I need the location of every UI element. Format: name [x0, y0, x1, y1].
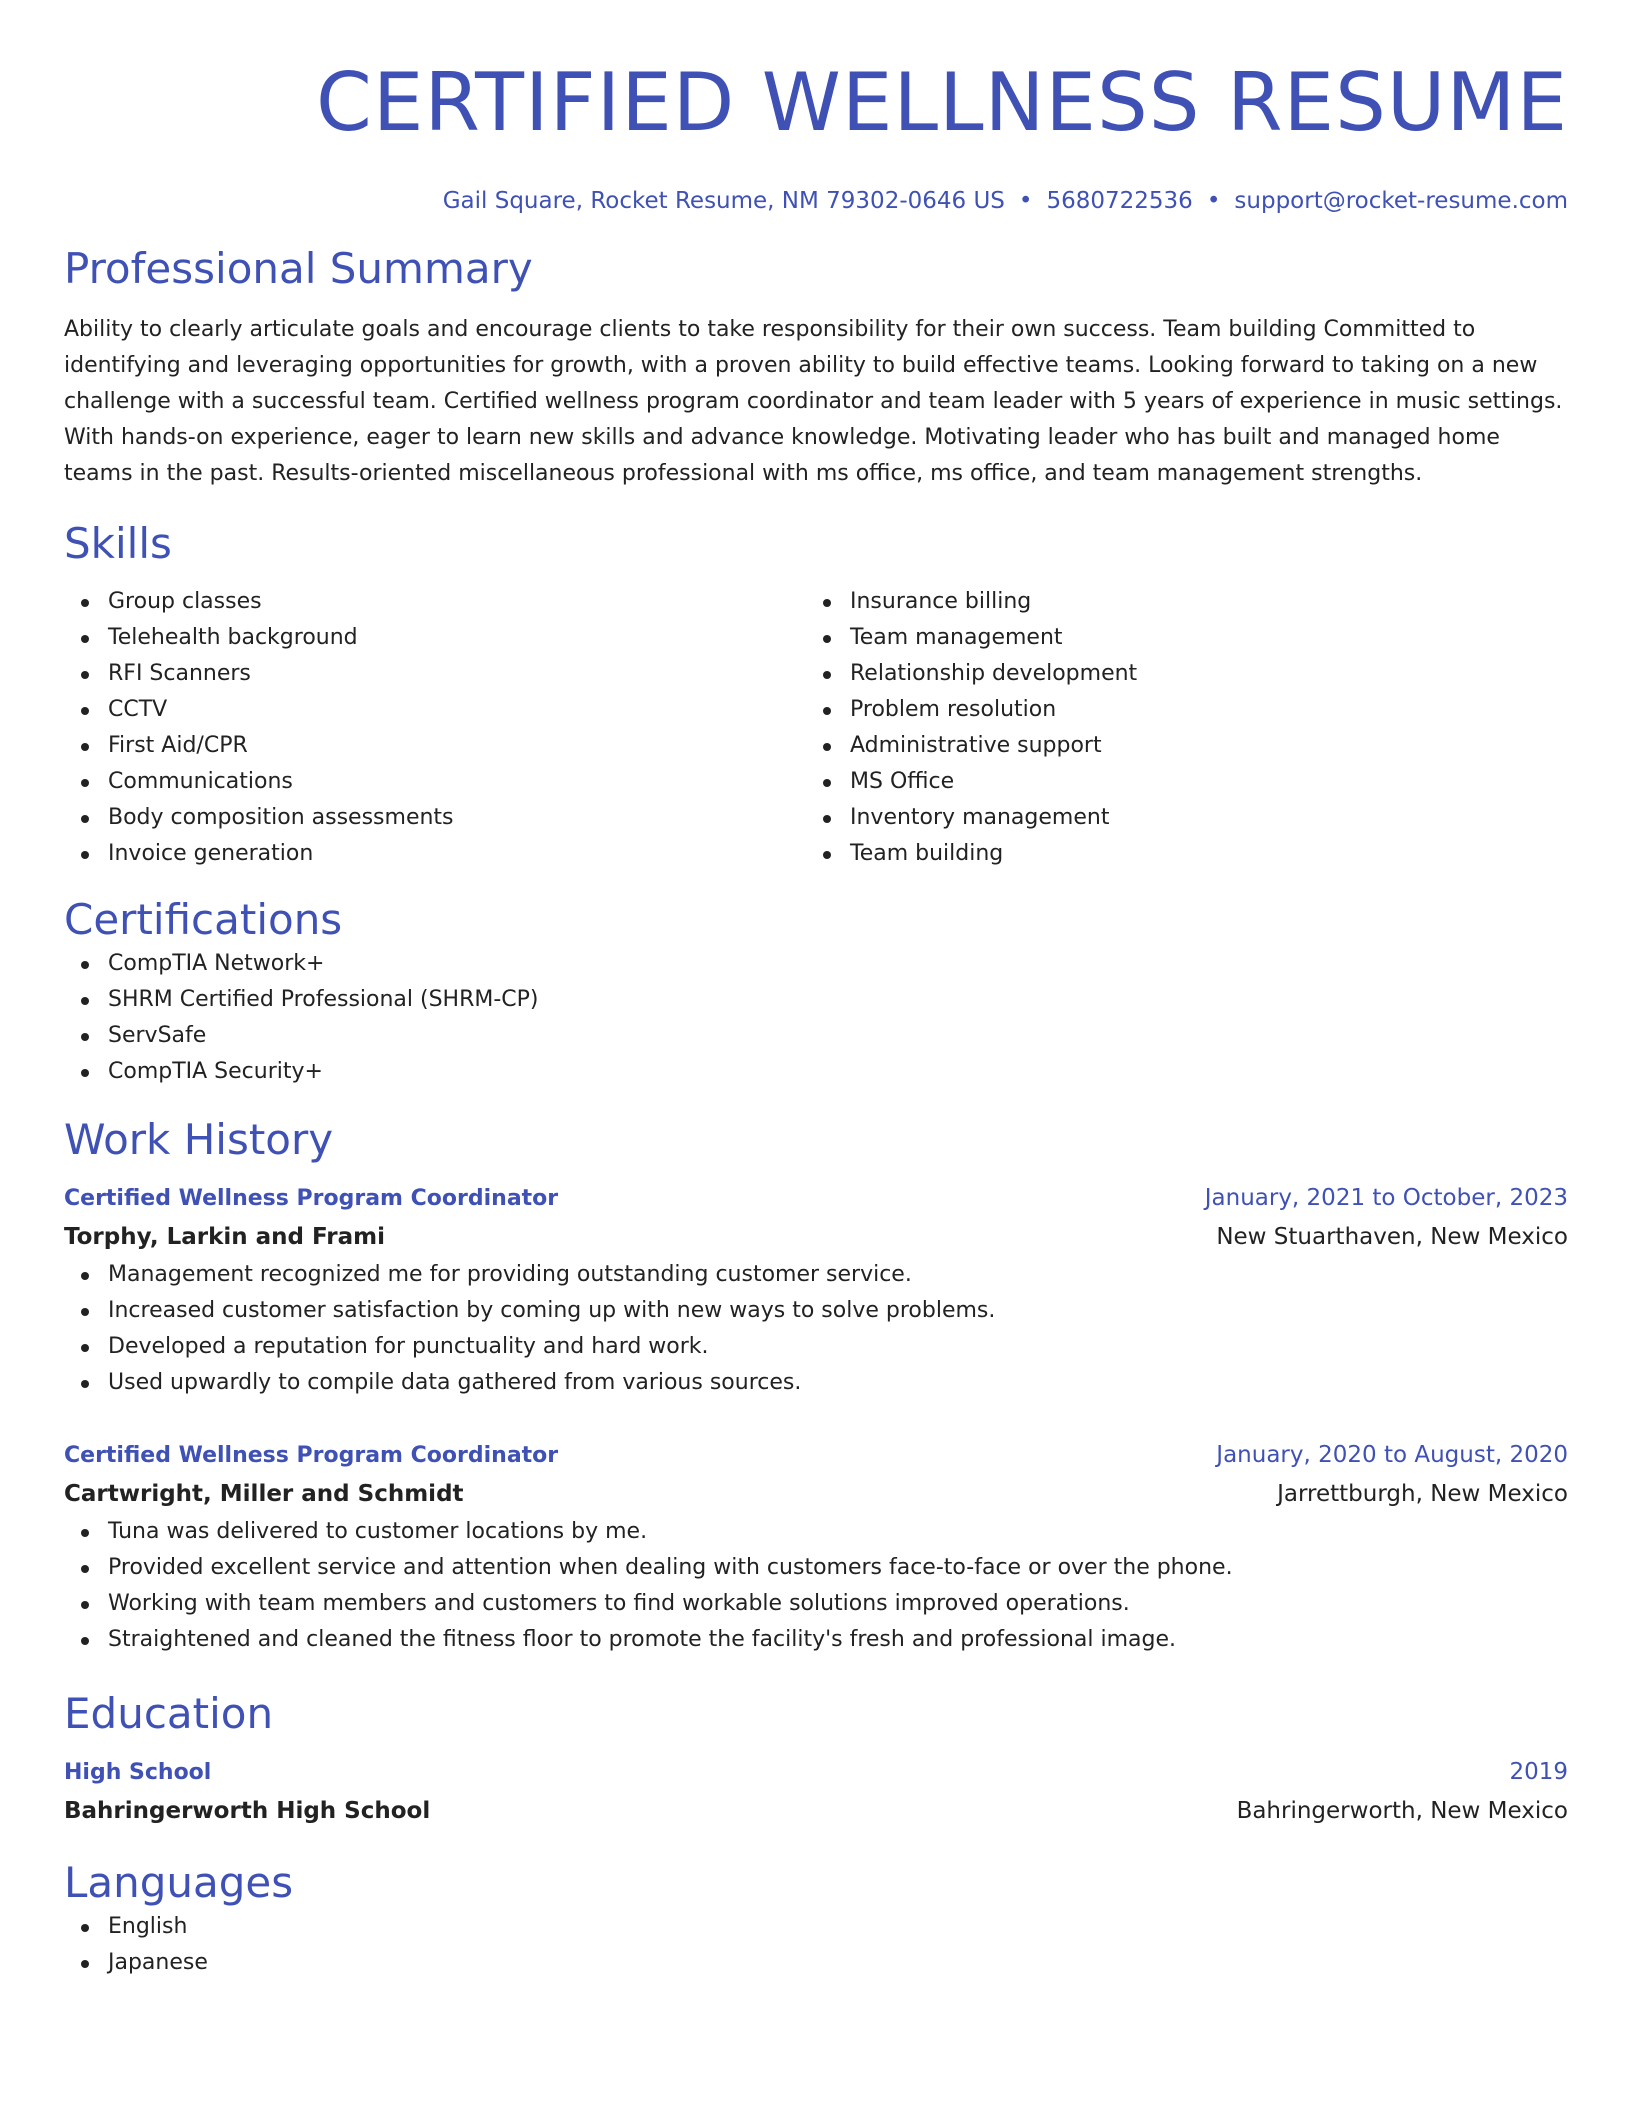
skill-item: Inventory management [806, 800, 1548, 836]
job-bullet: Used upwardly to compile data gathered from various sources. [64, 1365, 1568, 1401]
certifications-heading: Certifications [64, 895, 343, 944]
certifications-list [64, 946, 1568, 1090]
skills-list-left [64, 584, 806, 872]
skills-list-right [806, 584, 1548, 872]
job-bullets [64, 1257, 1568, 1401]
job-bullet: Developed a reputation for punctuality and hard work. [64, 1329, 1568, 1365]
certification-item: CompTIA Network+ [64, 946, 1568, 982]
skills-heading: Skills [64, 519, 172, 568]
job-bullets [64, 1514, 1568, 1658]
education-entry [64, 1754, 1568, 1831]
languages-heading: Languages [64, 1858, 294, 1907]
contact-separator: • [1018, 188, 1033, 214]
contact-line [64, 186, 1568, 216]
languages-list [64, 1909, 1568, 1981]
job-company-row [64, 1474, 1568, 1514]
job-company: Cartwright, Miller and Schmidt [64, 1481, 464, 1507]
skill-item: Telehealth background [64, 620, 806, 656]
resume-name: CERTIFIED WELLNESS RESUME [315, 56, 1568, 149]
summary-text: Ability to clearly articulate goals and encourage clients to take responsibility for their own success. Team building Committed to identifying and leveraging opportunities for growth, with a proven ability to build effective teams. Looking forward to taking on a new challenge with a successful team. Certified wellness program coordinator and team leader with 5 years of experience in music settings. With hands-on experience, eager to learn new skills and advance knowledge. Motivating leader who has built and managed home teams in the past. Results-oriented miscellaneous professional with ms office, ms office, and team management strengths. [64, 317, 1563, 486]
skill-item: Body composition assessments [64, 800, 806, 836]
language-item: Japanese [64, 1945, 1568, 1981]
skill-item: CCTV [64, 692, 806, 728]
job-title-row [64, 1180, 1568, 1217]
job-title: Certified Wellness Program Coordinator [64, 1443, 559, 1468]
skills-grid [64, 584, 1568, 872]
skill-item: Team building [806, 836, 1548, 872]
job-dates: January, 2020 to August, 2020 [1216, 1442, 1568, 1468]
contact-separator: • [1206, 188, 1221, 214]
contact-phone: 5680722536 [1046, 188, 1193, 214]
job-bullet: Working with team members and customers to find workable solutions improved operations. [64, 1586, 1568, 1622]
summary-section [64, 243, 1568, 492]
summary-heading: Professional Summary [64, 244, 533, 293]
skill-item: First Aid/CPR [64, 728, 806, 764]
job-title: Certified Wellness Program Coordinator [64, 1186, 559, 1211]
skill-item: MS Office [806, 764, 1548, 800]
skill-item: Problem resolution [806, 692, 1548, 728]
job-company-row [64, 1217, 1568, 1257]
education-section [64, 1688, 1568, 1831]
job-entry [64, 1180, 1568, 1401]
resume-header [64, 0, 1568, 216]
certification-item: ServSafe [64, 1018, 1568, 1054]
skill-item: Group classes [64, 584, 806, 620]
language-item: English [64, 1909, 1568, 1945]
education-location: Bahringerworth, New Mexico [1236, 1798, 1568, 1824]
education-year: 2019 [1509, 1759, 1568, 1785]
work-history-heading: Work History [64, 1115, 334, 1164]
languages-section [64, 1857, 1568, 1981]
education-school-row [64, 1791, 1568, 1831]
job-entry [64, 1437, 1568, 1658]
job-location: New Stuarthaven, New Mexico [1216, 1224, 1568, 1250]
job-bullet: Tuna was delivered to customer locations by me. [64, 1514, 1568, 1550]
skill-item: Insurance billing [806, 584, 1548, 620]
job-title-row [64, 1437, 1568, 1474]
job-bullet: Provided excellent service and attention when dealing with customers face-to-face or over the phone. [64, 1550, 1568, 1586]
certification-item: CompTIA Security+ [64, 1054, 1568, 1090]
skill-item: Team management [806, 620, 1548, 656]
skill-item: Communications [64, 764, 806, 800]
skill-item: Administrative support [806, 728, 1548, 764]
job-location: Jarrettburgh, New Mexico [1277, 1481, 1568, 1507]
education-degree: High School [64, 1760, 212, 1785]
contact-address: Gail Square, Rocket Resume, NM 79302-0646 US [442, 188, 1005, 214]
certification-item: SHRM Certified Professional (SHRM-CP) [64, 982, 1568, 1018]
skill-item: Invoice generation [64, 836, 806, 872]
skill-item: Relationship development [806, 656, 1548, 692]
skills-section [64, 518, 1568, 872]
skill-item: RFI Scanners [64, 656, 806, 692]
certifications-section [64, 894, 1568, 1090]
contact-email[interactable]: support@rocket-resume.com [1234, 188, 1568, 214]
education-school: Bahringerworth High School [64, 1798, 431, 1824]
job-dates: January, 2021 to October, 2023 [1204, 1185, 1568, 1211]
education-degree-row [64, 1754, 1568, 1791]
work-history-section [64, 1114, 1568, 1658]
education-heading: Education [64, 1689, 274, 1738]
job-bullet: Increased customer satisfaction by coming up with new ways to solve problems. [64, 1293, 1568, 1329]
job-company: Torphy, Larkin and Frami [64, 1224, 385, 1250]
job-bullet: Management recognized me for providing outstanding customer service. [64, 1257, 1568, 1293]
job-bullet: Straightened and cleaned the fitness floor to promote the facility's fresh and professional image. [64, 1622, 1568, 1658]
